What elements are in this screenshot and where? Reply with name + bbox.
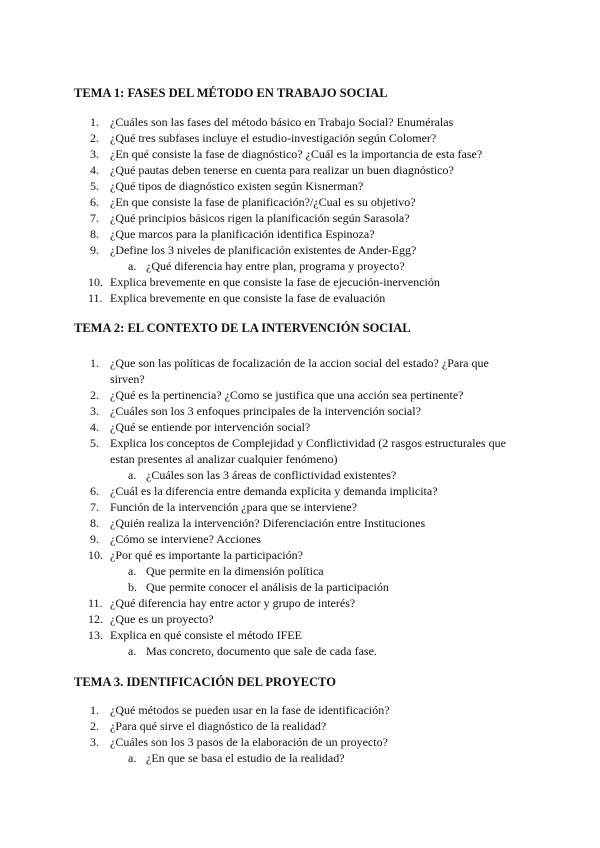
- item-number: 12.: [88, 612, 103, 626]
- item-letter: a.: [128, 564, 137, 578]
- item-number: 3.: [90, 147, 99, 161]
- section-title-tema-1: TEMA 1: FASES DEL MÉTODO EN TRABAJO SOCIAL: [74, 86, 388, 100]
- item-text: ¿Cómo se interviene? Acciones: [110, 532, 261, 546]
- item-letter: b.: [128, 580, 137, 594]
- section-title-tema-3: TEMA 3. IDENTIFICACIÓN DEL PROYECTO: [74, 675, 336, 689]
- item-text: ¿Cuál es la diferencia entre demanda explicita y demanda implicita?: [110, 484, 438, 498]
- item-number: 6.: [90, 195, 99, 209]
- item-text: ¿Cuáles son los 3 enfoques principales de la intervención social?: [110, 404, 421, 418]
- item-number: 2.: [90, 388, 99, 402]
- item-text: Explica brevemente en que consiste la fase de evaluación: [110, 291, 386, 305]
- item-number: 5.: [90, 436, 99, 450]
- item-text: ¿Qué tres subfases incluye el estudio-investigación según Colomer?: [110, 131, 437, 145]
- item-number: 8.: [90, 227, 99, 241]
- item-letter: a.: [128, 644, 137, 658]
- item-text: ¿Cuáles son las fases del método básico en Trabajo Social? Enuméralas: [110, 115, 454, 129]
- item-number: 13.: [88, 628, 103, 642]
- item-text: ¿Qué se entiende por intervención social?: [110, 420, 311, 434]
- item-number: 11.: [88, 291, 103, 305]
- item-text: ¿Define los 3 niveles de planificación existentes de Ander-Egg?: [110, 243, 417, 257]
- item-text: ¿Que son las políticas de focalización de la accion social del estado? ¿Para que sirven?: [110, 356, 489, 386]
- item-text: ¿Que es un proyecto?: [110, 612, 214, 626]
- item-text: ¿En qué consiste la fase de diagnóstico? ¿Cuál es la importancia de esta fase?: [110, 147, 483, 161]
- item-text: ¿Qué métodos se pueden usar en la fase de identificación?: [110, 703, 390, 717]
- item-number: 3.: [90, 735, 99, 749]
- item-text: ¿En que se basa el estudio de la realidad?: [146, 751, 345, 765]
- item-text: Función de la intervención ¿para que se interviene?: [110, 500, 357, 514]
- item-text: ¿Qué principios básicos rigen la planificación según Sarasola?: [110, 211, 410, 225]
- item-number: 1.: [90, 115, 99, 129]
- item-text: ¿Por qué es importante la participación?: [110, 548, 303, 562]
- item-number: 1.: [90, 356, 99, 370]
- item-text: ¿En que consiste la fase de planificación?/¿Cual es su objetivo?: [110, 195, 416, 209]
- item-number: 2.: [90, 131, 99, 145]
- item-text: ¿Qué tipos de diagnóstico existen según Kisnerman?: [110, 179, 364, 193]
- section-title-tema-2: TEMA 2: EL CONTEXTO DE LA INTERVENCIÓN SOCIAL: [74, 321, 411, 335]
- item-text: ¿Qué diferencia hay entre actor y grupo de interés?: [110, 596, 356, 610]
- item-number: 8.: [90, 516, 99, 530]
- item-number: 10.: [88, 275, 103, 289]
- item-number: 4.: [90, 420, 99, 434]
- item-number: 10.: [88, 548, 103, 562]
- item-text: ¿Cuáles son las 3 áreas de conflictividad existentes?: [146, 468, 397, 482]
- item-text: Que permite en la dimensión política: [146, 564, 324, 578]
- item-text: ¿Qué es la pertinencia? ¿Como se justifica que una acción sea pertinente?: [110, 388, 464, 402]
- item-text: ¿Qué diferencia hay entre plan, programa y proyecto?: [146, 259, 405, 273]
- item-text: Explica brevemente en que consiste la fase de ejecución-inervención: [110, 275, 440, 289]
- item-text: ¿Qué pautas deben tenerse en cuenta para realizar un buen diagnóstico?: [110, 163, 454, 177]
- item-number: 3.: [90, 404, 99, 418]
- item-text: Explica en qué consiste el método IFEE: [110, 628, 302, 642]
- item-text: ¿Que marcos para la planificación identifica Espinoza?: [110, 227, 375, 241]
- item-text: Explica los conceptos de Complejidad y Conflictividad (2 rasgos estructurales que estan presentes al analizar cualquier fenómeno): [110, 436, 506, 466]
- item-text: Que permite conocer el análisis de la participación: [146, 580, 389, 594]
- item-number: 9.: [90, 243, 99, 257]
- item-letter: a.: [128, 468, 137, 482]
- item-number: 2.: [90, 719, 99, 733]
- item-number: 11.: [88, 596, 103, 610]
- item-number: 7.: [90, 500, 99, 514]
- item-text: ¿Quién realiza la intervención? Diferenciación entre Instituciones: [110, 516, 426, 530]
- item-number: 7.: [90, 211, 99, 225]
- item-number: 6.: [90, 484, 99, 498]
- item-number: 9.: [90, 532, 99, 546]
- item-text: Mas concreto, documento que sale de cada fase.: [146, 644, 377, 658]
- item-letter: a.: [128, 751, 137, 765]
- item-number: 4.: [90, 163, 99, 177]
- item-letter: a.: [128, 259, 137, 273]
- item-number: 1.: [90, 703, 99, 717]
- item-number: 5.: [90, 179, 99, 193]
- item-text: ¿Para qué sirve el diagnóstico de la realidad?: [110, 719, 327, 733]
- item-text: ¿Cuáles son los 3 pasos de la elaboración de un proyecto?: [110, 735, 388, 749]
